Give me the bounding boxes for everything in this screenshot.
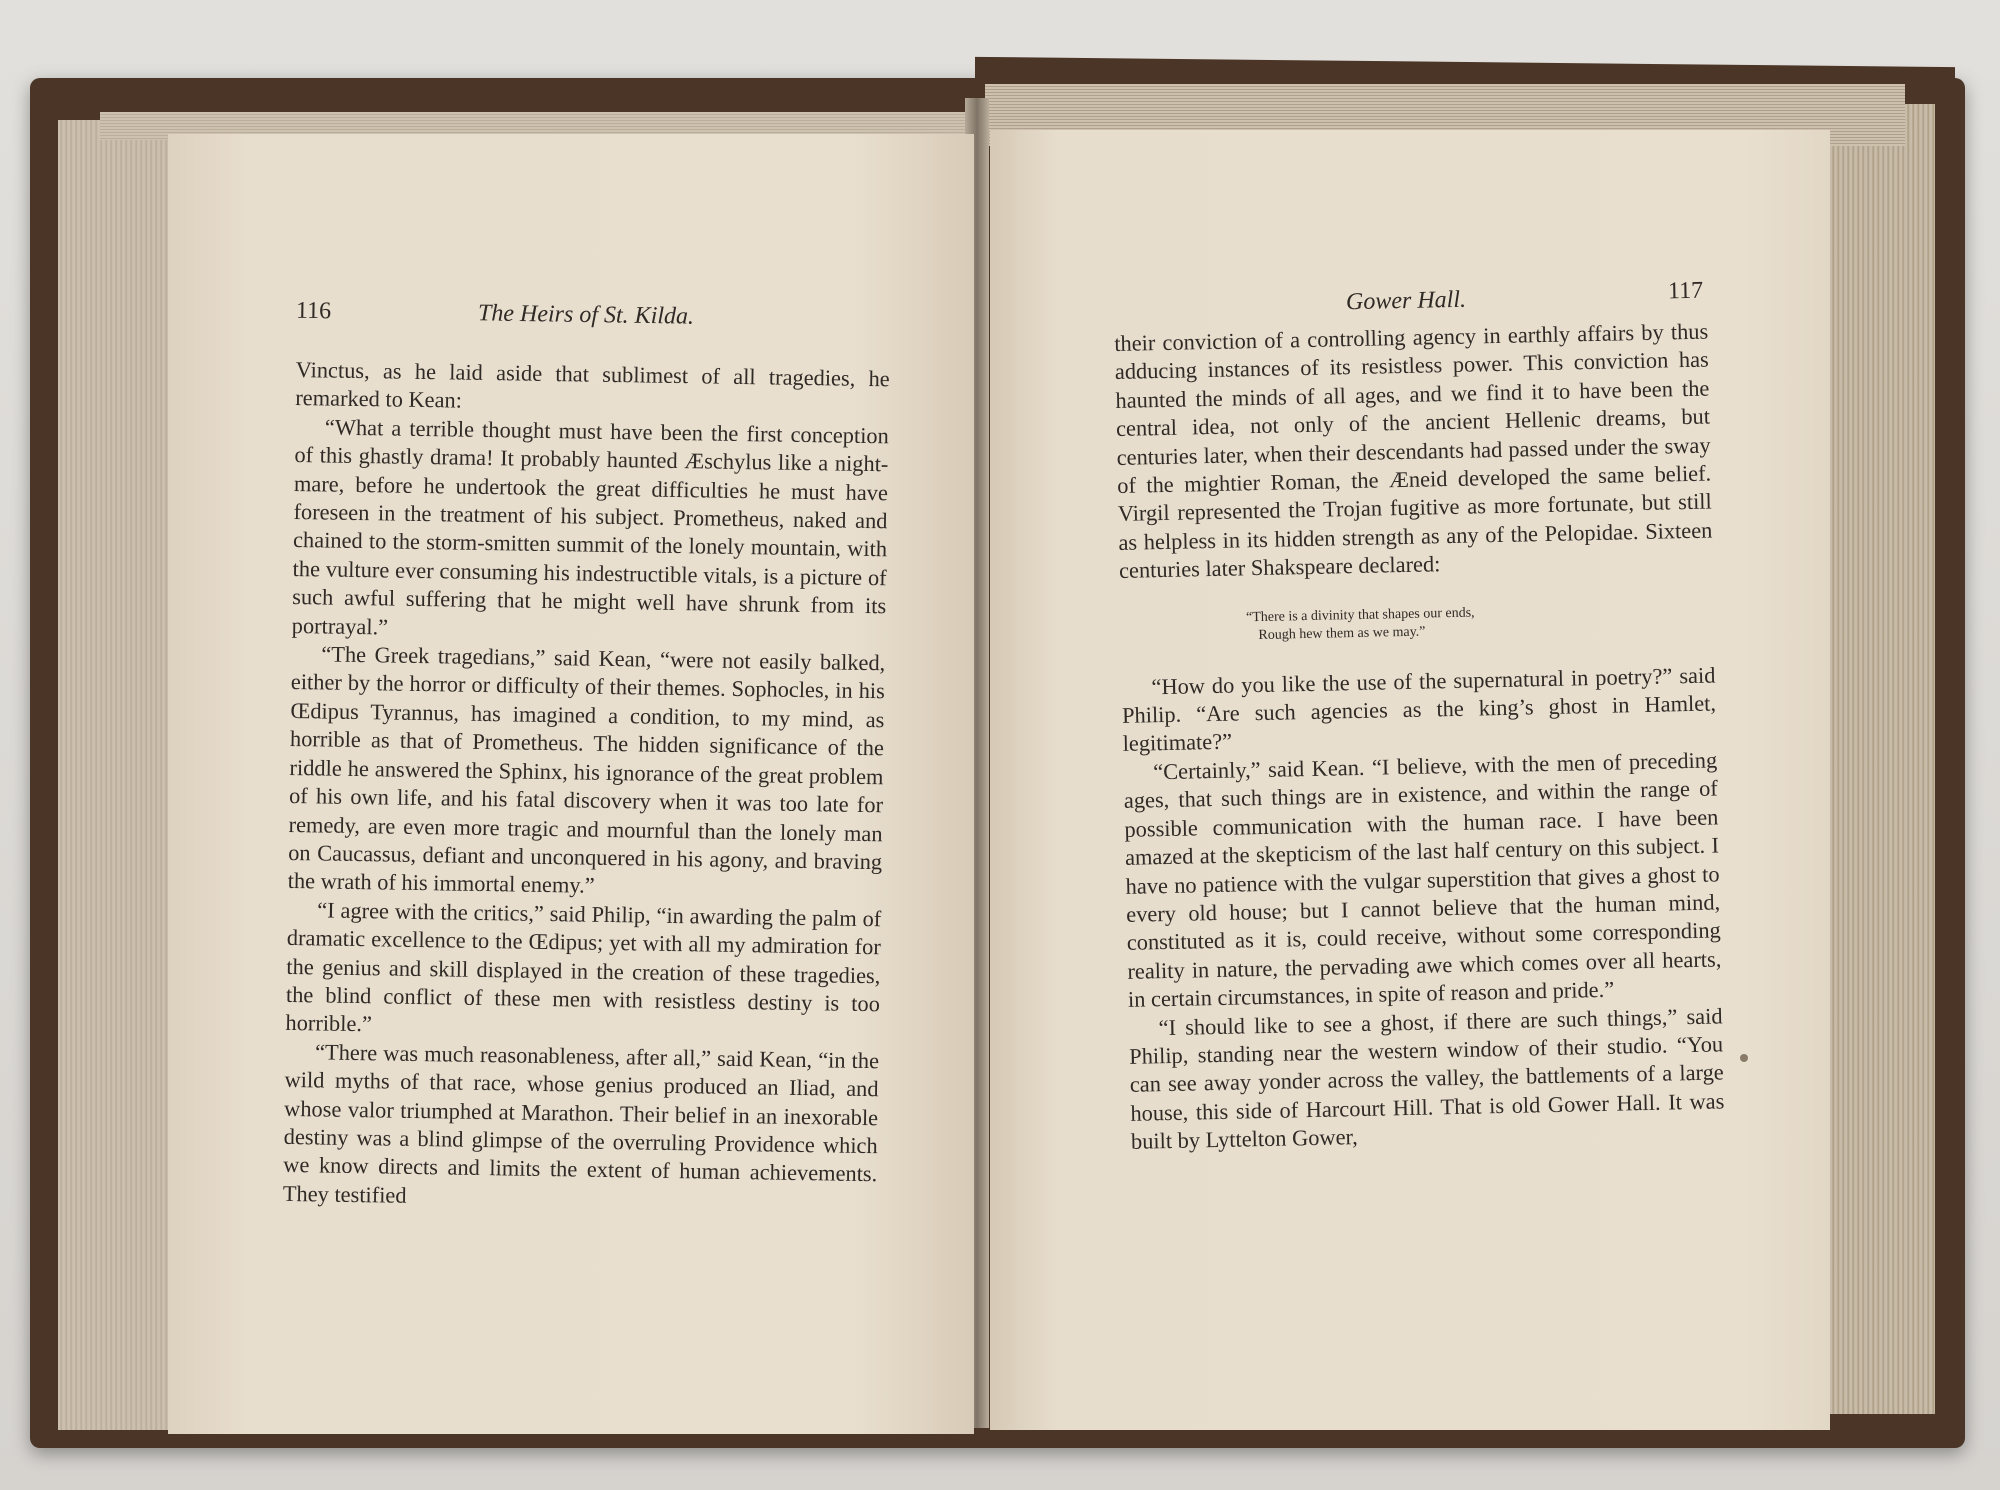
page-number-left: 116 xyxy=(295,297,332,325)
right-page-stack-edge xyxy=(1825,104,1935,1414)
quote-line: Rough hew them as we may.” xyxy=(1258,624,1426,643)
paragraph: their conviction of a controlling agency in earthly affairs by thus adducing instances of its resistless power. This conviction has haunted the minds of all ages, and we find it to have been the central idea, not only of the ancient Hellenic dreams, but centuries later, when their descendants had passed under the sway of the mightier Roman, the Æneid developed the same belief. Virgil represented the Trojan fugitive as more fortunate, but still as helpless in its hidden strength as any of the Pelopidae. Sixteen centuries later Shakspeare declared: xyxy=(1114,318,1713,584)
paragraph: “The Greek tragedians,” said Kean, “were not easily balked, either by the horror or difficulty of their themes. Sophocles, in his Œdipus Tyrannus, has imagined a condition, to my mind, as horrible as that of Prometheus. The hidden significance of the riddle he answered the Sphinx, his ignorance of the great problem of his own life, and his fatal discovery when it was too late for remedy, are even more tragic and mournful than the lonely man on Caucassus, defiant and unconquered in his agony, and braving the wrath of his immortal enemy.” xyxy=(287,641,886,899)
running-head-right: Gower Hall. xyxy=(1345,286,1467,316)
left-page-stack-edge xyxy=(58,120,178,1430)
paragraph: “How do you like the use of the supernatural in poetry?” said Philip. “Are such agencies as the king’s ghost in Hamlet, legitimate?” xyxy=(1121,662,1717,757)
paragraph: “I agree with the critics,” said Philip, “in awarding the palm of dramatic excellence to the Œdipus; yet with all my admiration for the genius and skill displayed in the creation of these tragedies, the blind conflict of these men with resistless destiny is too horrible.” xyxy=(285,897,882,1037)
paragraph: “I should like to see a ghost, if there are such things,” said Philip, standing near the western window of their studio. “You can see away yonder across the valley, the battlements of a large house, this side of Harcourt Hill. That is old Gower Hall. It was built by Lyttelton Gower, xyxy=(1128,1002,1725,1154)
paragraph: “What a terrible thought must have been the first conception of this ghastly drama! It probably haunted Æschylus like a night-mare, before he undertook the great difficulties he must have foreseen in the treatment of his subject. Prometheus, naked and chained to the storm-smitten summit of the lonely mountain, with the vulture ever consuming his indestructible vitals, is a picture of such awful suffering that he might well have shrunk from its portrayal.” xyxy=(291,414,890,640)
paragraph: “There was much reasonableness, after all,” said Kean, “in the wild myths of that race, whose genius produced an Iliad, and whose valor triumphed at Marathon. Their belief in an inexorable destiny was a blind glimpse of the overruling Providence which we know directs and limits the extent of human achievements. They testified xyxy=(282,1039,880,1208)
quote-line: “There is a divinity that shapes our ends, xyxy=(1245,605,1475,625)
block-quote xyxy=(1246,599,1715,645)
page-blemish xyxy=(1740,1054,1748,1062)
running-head-left: The Heirs of St. Kilda. xyxy=(477,300,695,330)
right-page-body xyxy=(1114,318,1725,1157)
right-page xyxy=(990,130,1830,1430)
page-number-right: 117 xyxy=(1667,277,1704,305)
left-page xyxy=(168,134,974,1434)
left-page-body xyxy=(283,356,890,1217)
paragraph: Vinctus, as he laid aside that sublimest of all tragedies, he remarked to Kean: xyxy=(295,356,890,414)
paragraph: “Certainly,” said Kean. “I believe, with the men of preceding ages, that such things are in existence, and within the range of possible communication with the human race. I have been amazed at the skepticism of the last half century on this subject. I have no patience with the vulgar superstition that gives a ghost to every old house; but I cannot believe that the human mind, constituted as it is, could receive, without some corresponding reality in nature, the pervading awe which comes over all hearts, in certain circumstances, in spite of reason and pride.” xyxy=(1123,747,1722,1012)
